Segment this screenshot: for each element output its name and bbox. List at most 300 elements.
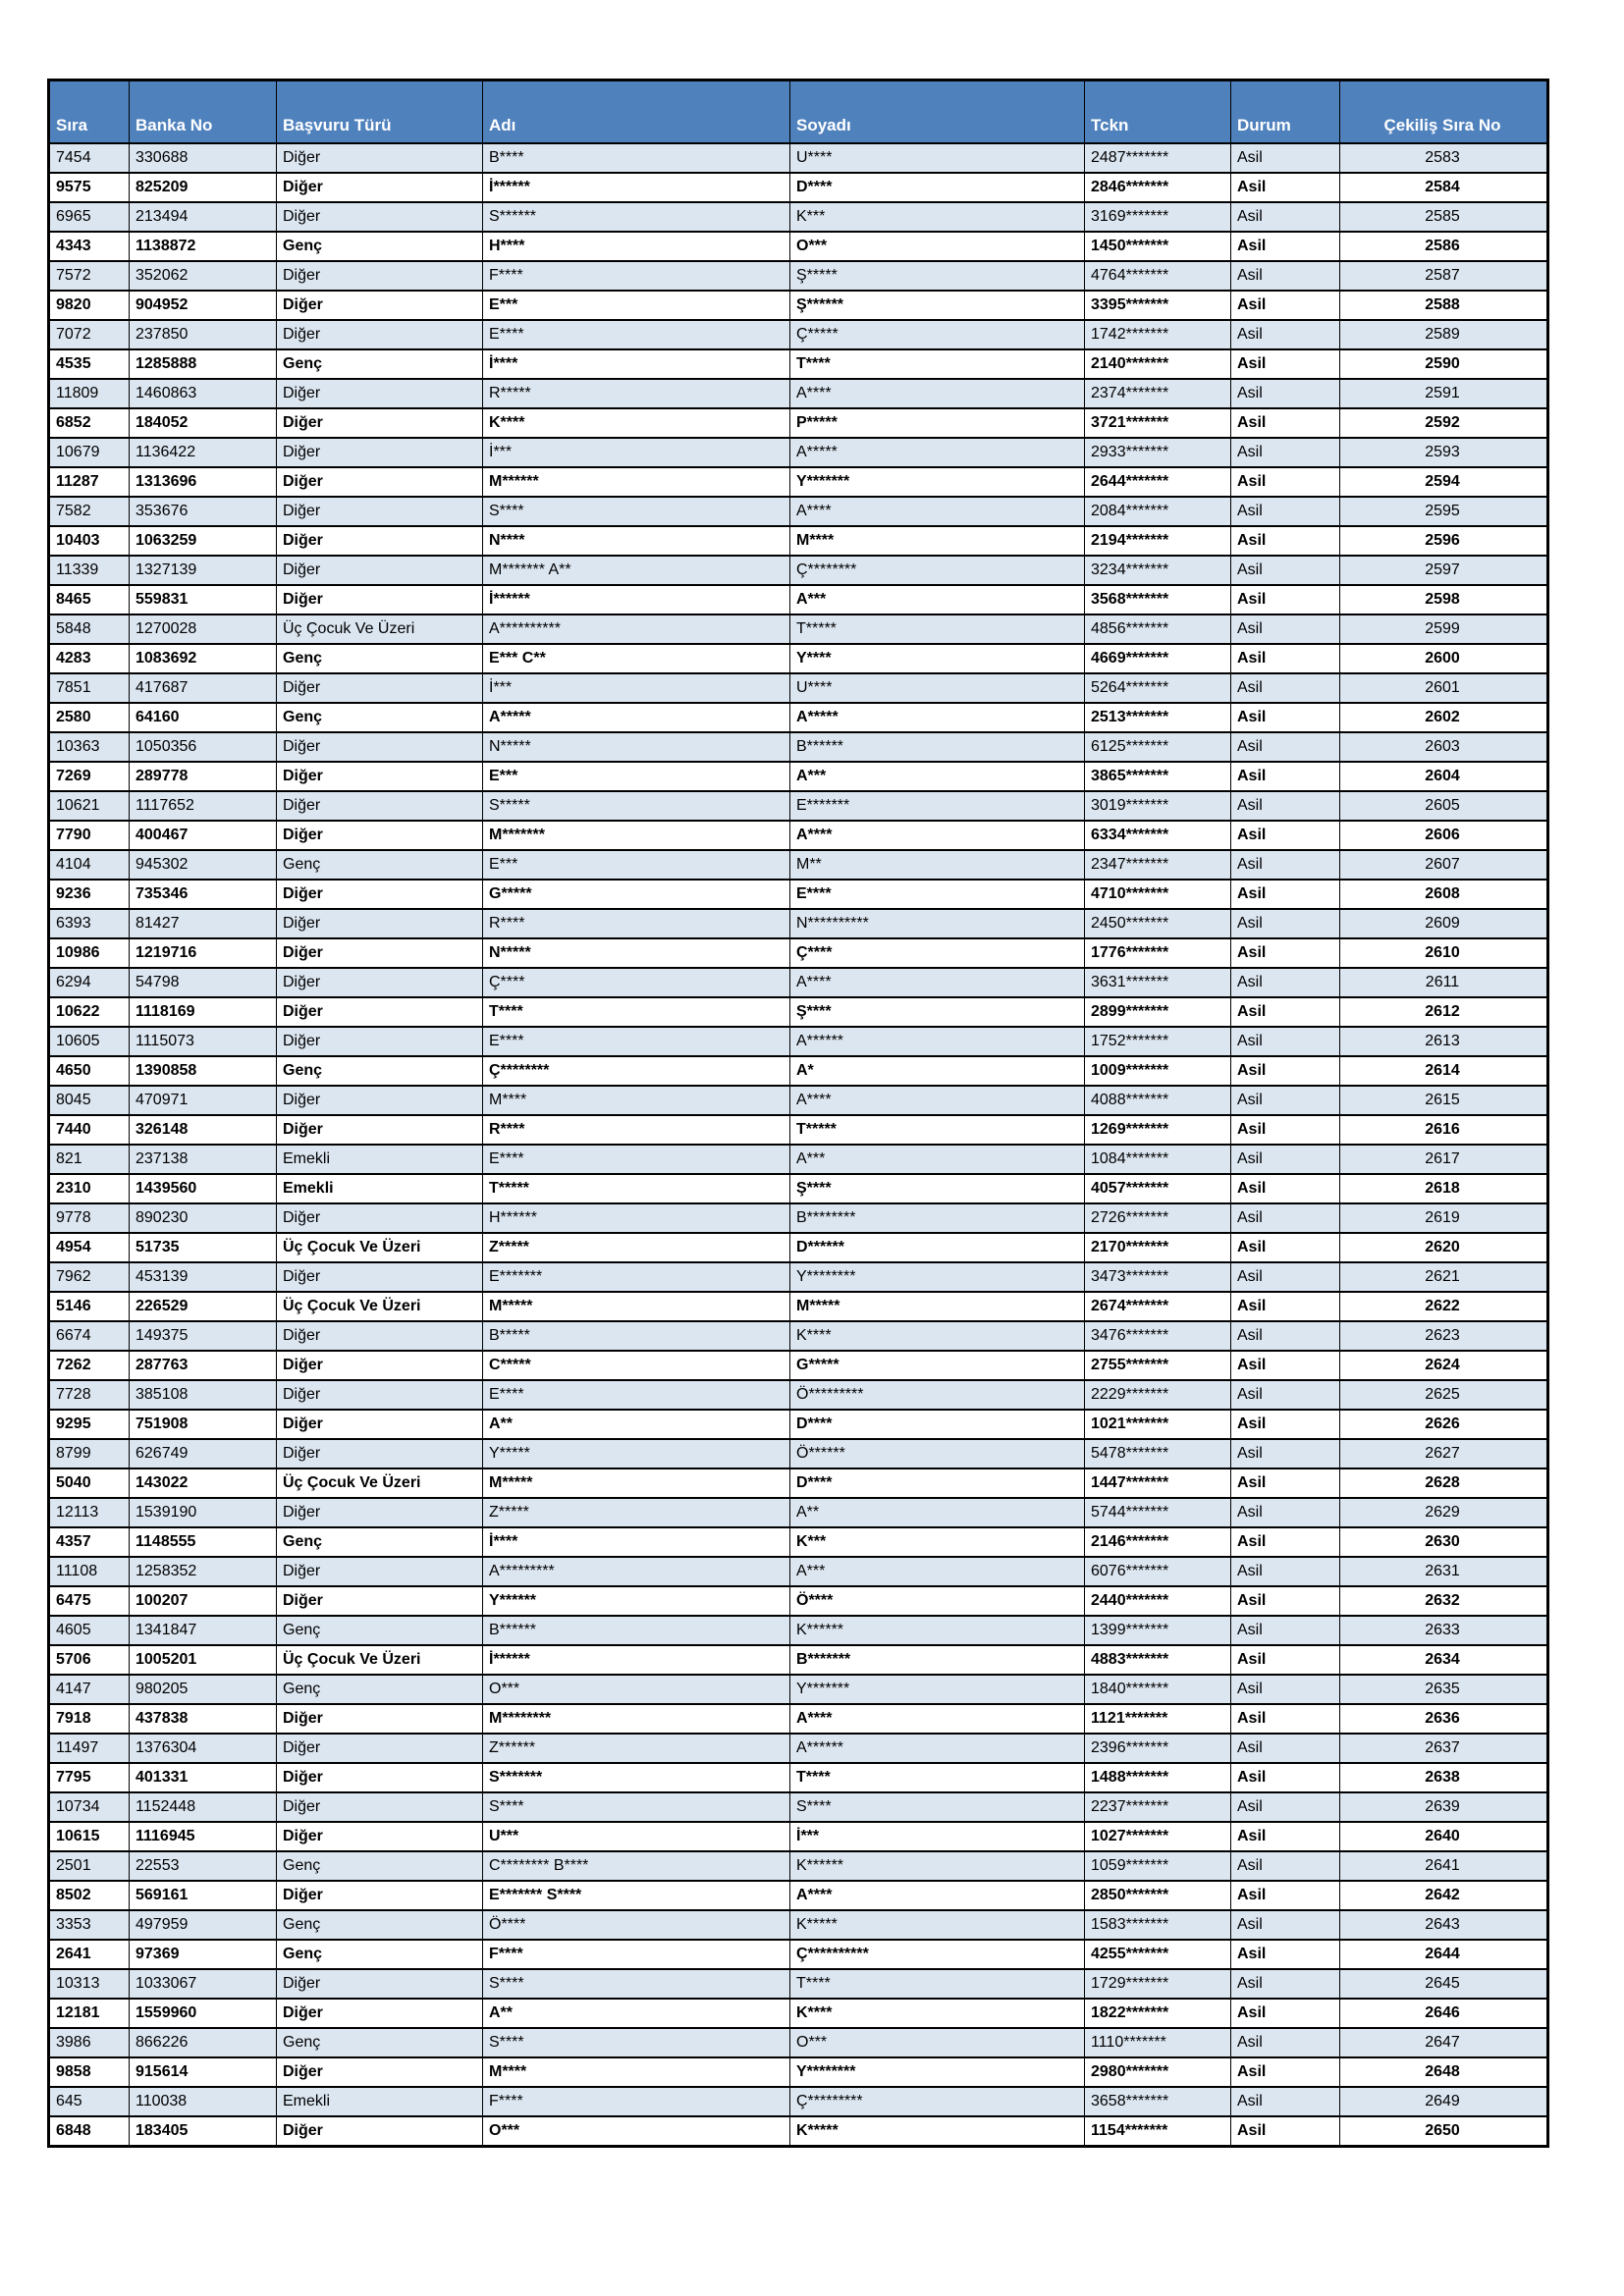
cell-durum: Asil (1231, 526, 1340, 556)
cell-s-ra: 10986 (49, 938, 130, 968)
cell-ad: S**** (483, 497, 790, 526)
cell-soyad: E**** (790, 880, 1085, 909)
cell-ekili-s-ra-no: 2603 (1340, 732, 1548, 762)
cell-banka-no: 143022 (130, 1468, 277, 1498)
column-header-soyad: Soyadı (790, 80, 1085, 144)
cell-s-ra: 821 (49, 1145, 130, 1174)
cell-ekili-s-ra-no: 2630 (1340, 1527, 1548, 1557)
cell-tckn: 6125******* (1085, 732, 1231, 762)
cell-ad: N**** (483, 526, 790, 556)
cell-banka-no: 945302 (130, 850, 277, 880)
cell-s-ra: 9575 (49, 173, 130, 202)
cell-ad: K**** (483, 408, 790, 438)
cell-soyad: M**** (790, 526, 1085, 556)
cell-s-ra: 10403 (49, 526, 130, 556)
cell-banka-no: 1439560 (130, 1174, 277, 1203)
cell-s-ra: 2580 (49, 703, 130, 732)
cell-ba-vuru-t-r: Genç (277, 1851, 483, 1881)
cell-banka-no: 1559960 (130, 1999, 277, 2028)
cell-ba-vuru-t-r: Diğer (277, 762, 483, 791)
cell-ba-vuru-t-r: Diğer (277, 556, 483, 585)
cell-ba-vuru-t-r: Diğer (277, 732, 483, 762)
cell-tckn: 1399******* (1085, 1616, 1231, 1645)
cell-durum: Asil (1231, 644, 1340, 673)
cell-ba-vuru-t-r: Diğer (277, 1704, 483, 1734)
cell-durum: Asil (1231, 2116, 1340, 2147)
cell-durum: Asil (1231, 379, 1340, 408)
table-row (49, 1940, 1548, 1969)
cell-durum: Asil (1231, 997, 1340, 1027)
cell-ba-vuru-t-r: Diğer (277, 497, 483, 526)
cell-ad: A********** (483, 614, 790, 644)
cell-banka-no: 1390858 (130, 1056, 277, 1086)
cell-s-ra: 10615 (49, 1822, 130, 1851)
cell-soyad: A**** (790, 968, 1085, 997)
cell-tckn: 2347******* (1085, 850, 1231, 880)
cell-tckn: 1729******* (1085, 1969, 1231, 1999)
cell-s-ra: 7851 (49, 673, 130, 703)
cell-ba-vuru-t-r: Genç (277, 1940, 483, 1969)
cell-ekili-s-ra-no: 2616 (1340, 1115, 1548, 1145)
cell-banka-no: 1152448 (130, 1792, 277, 1822)
cell-banka-no: 51735 (130, 1233, 277, 1262)
cell-banka-no: 1138872 (130, 232, 277, 261)
table-row (49, 614, 1548, 644)
cell-ba-vuru-t-r: Genç (277, 644, 483, 673)
cell-banka-no: 825209 (130, 173, 277, 202)
cell-ad: E*** (483, 762, 790, 791)
cell-banka-no: 1050356 (130, 732, 277, 762)
cell-ekili-s-ra-no: 2642 (1340, 1881, 1548, 1910)
cell-tckn: 2933******* (1085, 438, 1231, 467)
cell-ba-vuru-t-r: Diğer (277, 291, 483, 320)
cell-ad: G***** (483, 880, 790, 909)
cell-ad: S**** (483, 2028, 790, 2057)
cell-ad: M******* (483, 821, 790, 850)
cell-soyad: T**** (790, 349, 1085, 379)
table-row (49, 585, 1548, 614)
table-row (49, 261, 1548, 291)
cell-banka-no: 385108 (130, 1380, 277, 1410)
cell-s-ra: 7790 (49, 821, 130, 850)
cell-durum: Asil (1231, 1174, 1340, 1203)
cell-ekili-s-ra-no: 2614 (1340, 1056, 1548, 1086)
cell-banka-no: 1219716 (130, 938, 277, 968)
cell-ba-vuru-t-r: Diğer (277, 997, 483, 1027)
cell-soyad: T***** (790, 1115, 1085, 1145)
cell-s-ra: 7918 (49, 1704, 130, 1734)
cell-soyad: T**** (790, 1969, 1085, 1999)
cell-soyad: A**** (790, 821, 1085, 850)
cell-ekili-s-ra-no: 2631 (1340, 1557, 1548, 1586)
cell-durum: Asil (1231, 1704, 1340, 1734)
cell-ekili-s-ra-no: 2604 (1340, 762, 1548, 791)
cell-ad: E*** (483, 291, 790, 320)
cell-banka-no: 22553 (130, 1851, 277, 1881)
cell-tckn: 1154******* (1085, 2116, 1231, 2147)
cell-s-ra: 3353 (49, 1910, 130, 1940)
cell-s-ra: 7572 (49, 261, 130, 291)
cell-durum: Asil (1231, 614, 1340, 644)
cell-tckn: 3395******* (1085, 291, 1231, 320)
cell-tckn: 1742******* (1085, 320, 1231, 349)
cell-ba-vuru-t-r: Diğer (277, 1410, 483, 1439)
cell-ad: F**** (483, 2087, 790, 2116)
cell-banka-no: 183405 (130, 2116, 277, 2147)
cell-banka-no: 400467 (130, 821, 277, 850)
cell-ad: B****** (483, 1616, 790, 1645)
table-row (49, 1763, 1548, 1792)
cell-ad: M***** (483, 1468, 790, 1498)
table-row (49, 1616, 1548, 1645)
cell-tckn: 3658******* (1085, 2087, 1231, 2116)
cell-tckn: 3019******* (1085, 791, 1231, 821)
cell-banka-no: 1118169 (130, 997, 277, 1027)
cell-s-ra: 7582 (49, 497, 130, 526)
cell-ekili-s-ra-no: 2591 (1340, 379, 1548, 408)
cell-ad: O*** (483, 2116, 790, 2147)
cell-soyad: A***** (790, 438, 1085, 467)
cell-s-ra: 4104 (49, 850, 130, 880)
cell-tckn: 2146******* (1085, 1527, 1231, 1557)
cell-soyad: M** (790, 850, 1085, 880)
cell-soyad: Ş****** (790, 291, 1085, 320)
cell-durum: Asil (1231, 438, 1340, 467)
table-header (49, 80, 1548, 144)
cell-soyad: G***** (790, 1351, 1085, 1380)
cell-banka-no: 626749 (130, 1439, 277, 1468)
cell-ad: E******* (483, 1262, 790, 1292)
cell-durum: Asil (1231, 1645, 1340, 1675)
cell-durum: Asil (1231, 1910, 1340, 1940)
cell-ad: H****** (483, 1203, 790, 1233)
cell-ad: İ**** (483, 1527, 790, 1557)
cell-tckn: 1583******* (1085, 1910, 1231, 1940)
table-row (49, 1410, 1548, 1439)
cell-s-ra: 6848 (49, 2116, 130, 2147)
cell-ba-vuru-t-r: Genç (277, 1675, 483, 1704)
cell-ba-vuru-t-r: Diğer (277, 968, 483, 997)
table-row (49, 467, 1548, 497)
cell-soyad: B******* (790, 1645, 1085, 1675)
cell-ad: M****** (483, 467, 790, 497)
cell-banka-no: 453139 (130, 1262, 277, 1292)
cell-ba-vuru-t-r: Genç (277, 1056, 483, 1086)
cell-ba-vuru-t-r: Diğer (277, 1351, 483, 1380)
cell-soyad: A*** (790, 1557, 1085, 1586)
cell-ekili-s-ra-no: 2600 (1340, 644, 1548, 673)
cell-ba-vuru-t-r: Diğer (277, 467, 483, 497)
cell-banka-no: 1117652 (130, 791, 277, 821)
cell-ad: E**** (483, 1027, 790, 1056)
cell-soyad: Y******* (790, 467, 1085, 497)
cell-ba-vuru-t-r: Genç (277, 1616, 483, 1645)
table-row (49, 1881, 1548, 1910)
cell-durum: Asil (1231, 1410, 1340, 1439)
cell-tckn: 5264******* (1085, 673, 1231, 703)
cell-ad: N***** (483, 732, 790, 762)
cell-ad: İ****** (483, 173, 790, 202)
cell-s-ra: 10363 (49, 732, 130, 762)
table-row (49, 202, 1548, 232)
table-row (49, 821, 1548, 850)
cell-tckn: 1269******* (1085, 1115, 1231, 1145)
cell-soyad: Ş**** (790, 997, 1085, 1027)
cell-tckn: 1121******* (1085, 1704, 1231, 1734)
cell-durum: Asil (1231, 143, 1340, 173)
header-row (49, 80, 1548, 144)
cell-s-ra: 10734 (49, 1792, 130, 1822)
cell-banka-no: 1116945 (130, 1822, 277, 1851)
cell-soyad: S**** (790, 1792, 1085, 1822)
cell-s-ra: 9236 (49, 880, 130, 909)
cell-soyad: A*** (790, 585, 1085, 614)
cell-ekili-s-ra-no: 2612 (1340, 997, 1548, 1027)
cell-tckn: 1110******* (1085, 2028, 1231, 2057)
cell-ba-vuru-t-r: Diğer (277, 938, 483, 968)
cell-durum: Asil (1231, 320, 1340, 349)
cell-s-ra: 6965 (49, 202, 130, 232)
cell-soyad: A* (790, 1056, 1085, 1086)
cell-banka-no: 81427 (130, 909, 277, 938)
cell-durum: Asil (1231, 349, 1340, 379)
cell-ekili-s-ra-no: 2598 (1340, 585, 1548, 614)
cell-ekili-s-ra-no: 2645 (1340, 1969, 1548, 1999)
cell-ekili-s-ra-no: 2617 (1340, 1145, 1548, 1174)
table-row (49, 1174, 1548, 1203)
cell-banka-no: 401331 (130, 1763, 277, 1792)
cell-soyad: U**** (790, 673, 1085, 703)
cell-ekili-s-ra-no: 2594 (1340, 467, 1548, 497)
cell-ba-vuru-t-r: Emekli (277, 1174, 483, 1203)
table-row (49, 1822, 1548, 1851)
cell-banka-no: 1341847 (130, 1616, 277, 1645)
cell-ad: S**** (483, 1969, 790, 1999)
table-row (49, 673, 1548, 703)
cell-durum: Asil (1231, 1822, 1340, 1851)
cell-ba-vuru-t-r: Diğer (277, 143, 483, 173)
cell-ba-vuru-t-r: Diğer (277, 261, 483, 291)
cell-s-ra: 2310 (49, 1174, 130, 1203)
cell-s-ra: 10621 (49, 791, 130, 821)
cell-soyad: A**** (790, 497, 1085, 526)
cell-s-ra: 9295 (49, 1410, 130, 1439)
cell-soyad: T**** (790, 1763, 1085, 1792)
cell-tckn: 6334******* (1085, 821, 1231, 850)
cell-ad: Z****** (483, 1734, 790, 1763)
cell-ekili-s-ra-no: 2590 (1340, 349, 1548, 379)
table-row (49, 1498, 1548, 1527)
cell-soyad: A**** (790, 379, 1085, 408)
table-row (49, 556, 1548, 585)
cell-soyad: Ö**** (790, 1586, 1085, 1616)
cell-ba-vuru-t-r: Üç Çocuk Ve Üzeri (277, 1233, 483, 1262)
column-header-ba-vuru-t-r: Başvuru Türü (277, 80, 483, 144)
table-row (49, 379, 1548, 408)
cell-ekili-s-ra-no: 2601 (1340, 673, 1548, 703)
cell-s-ra: 11809 (49, 379, 130, 408)
cell-ad: Y***** (483, 1439, 790, 1468)
cell-tckn: 4669******* (1085, 644, 1231, 673)
cell-ad: R***** (483, 379, 790, 408)
cell-soyad: A** (790, 1498, 1085, 1527)
cell-durum: Asil (1231, 850, 1340, 880)
cell-tckn: 2229******* (1085, 1380, 1231, 1410)
cell-tckn: 4764******* (1085, 261, 1231, 291)
cell-ad: C***** (483, 1351, 790, 1380)
cell-ekili-s-ra-no: 2618 (1340, 1174, 1548, 1203)
table-row (49, 1292, 1548, 1321)
cell-soyad: Ç**** (790, 938, 1085, 968)
cell-durum: Asil (1231, 2057, 1340, 2087)
cell-ba-vuru-t-r: Diğer (277, 1557, 483, 1586)
table-row (49, 1468, 1548, 1498)
cell-ad: E*** (483, 850, 790, 880)
table-row (49, 1910, 1548, 1940)
cell-ad: İ****** (483, 1645, 790, 1675)
table-row (49, 1999, 1548, 2028)
cell-soyad: U**** (790, 143, 1085, 173)
cell-banka-no: 100207 (130, 1586, 277, 1616)
cell-ba-vuru-t-r: Diğer (277, 1763, 483, 1792)
column-header-durum: Durum (1231, 80, 1340, 144)
cell-ekili-s-ra-no: 2607 (1340, 850, 1548, 880)
table-row (49, 1704, 1548, 1734)
cell-banka-no: 470971 (130, 1086, 277, 1115)
cell-durum: Asil (1231, 585, 1340, 614)
cell-soyad: K***** (790, 2116, 1085, 2147)
cell-s-ra: 7454 (49, 143, 130, 173)
cell-ad: F**** (483, 1940, 790, 1969)
cell-ekili-s-ra-no: 2593 (1340, 438, 1548, 467)
cell-tckn: 3631******* (1085, 968, 1231, 997)
cell-ad: B**** (483, 143, 790, 173)
cell-ba-vuru-t-r: Genç (277, 2028, 483, 2057)
cell-s-ra: 4343 (49, 232, 130, 261)
cell-ad: İ*** (483, 438, 790, 467)
cell-ekili-s-ra-no: 2615 (1340, 1086, 1548, 1115)
cell-banka-no: 1258352 (130, 1557, 277, 1586)
cell-durum: Asil (1231, 291, 1340, 320)
cell-durum: Asil (1231, 1056, 1340, 1086)
cell-ekili-s-ra-no: 2628 (1340, 1468, 1548, 1498)
cell-s-ra: 11339 (49, 556, 130, 585)
cell-soyad: K**** (790, 1321, 1085, 1351)
column-header-tckn: Tckn (1085, 80, 1231, 144)
table-row (49, 1557, 1548, 1586)
cell-ekili-s-ra-no: 2613 (1340, 1027, 1548, 1056)
cell-tckn: 2440******* (1085, 1586, 1231, 1616)
cell-ekili-s-ra-no: 2627 (1340, 1439, 1548, 1468)
cell-ba-vuru-t-r: Diğer (277, 1380, 483, 1410)
cell-durum: Asil (1231, 821, 1340, 850)
cell-ad: A***** (483, 703, 790, 732)
cell-s-ra: 5848 (49, 614, 130, 644)
cell-ad: U*** (483, 1822, 790, 1851)
cell-tckn: 1488******* (1085, 1763, 1231, 1792)
cell-soyad: İ*** (790, 1822, 1085, 1851)
cell-ekili-s-ra-no: 2633 (1340, 1616, 1548, 1645)
cell-s-ra: 6393 (49, 909, 130, 938)
table-row (49, 526, 1548, 556)
cell-ekili-s-ra-no: 2588 (1340, 291, 1548, 320)
table-row (49, 291, 1548, 320)
cell-tckn: 3568******* (1085, 585, 1231, 614)
cell-s-ra: 7728 (49, 1380, 130, 1410)
table-row (49, 2087, 1548, 2116)
cell-s-ra: 5040 (49, 1468, 130, 1498)
cell-ekili-s-ra-no: 2583 (1340, 143, 1548, 173)
cell-soyad: A*** (790, 1145, 1085, 1174)
cell-banka-no: 226529 (130, 1292, 277, 1321)
cell-durum: Asil (1231, 2087, 1340, 2116)
cell-ekili-s-ra-no: 2620 (1340, 1233, 1548, 1262)
cell-soyad: K****** (790, 1851, 1085, 1881)
cell-soyad: A****** (790, 1027, 1085, 1056)
cell-banka-no: 569161 (130, 1881, 277, 1910)
cell-banka-no: 1115073 (130, 1027, 277, 1056)
table-row (49, 2116, 1548, 2147)
cell-soyad: D**** (790, 1410, 1085, 1439)
cell-ba-vuru-t-r: Üç Çocuk Ve Üzeri (277, 1468, 483, 1498)
cell-ekili-s-ra-no: 2639 (1340, 1792, 1548, 1822)
cell-durum: Asil (1231, 1115, 1340, 1145)
cell-ba-vuru-t-r: Diğer (277, 1498, 483, 1527)
cell-durum: Asil (1231, 173, 1340, 202)
cell-ba-vuru-t-r: Diğer (277, 1792, 483, 1822)
cell-ad: S******* (483, 1763, 790, 1792)
cell-tckn: 2674******* (1085, 1292, 1231, 1321)
table-body (49, 143, 1548, 2147)
cell-banka-no: 1270028 (130, 614, 277, 644)
cell-tckn: 1021******* (1085, 1410, 1231, 1439)
cell-ekili-s-ra-no: 2584 (1340, 173, 1548, 202)
cell-soyad: T***** (790, 614, 1085, 644)
cell-durum: Asil (1231, 1027, 1340, 1056)
cell-durum: Asil (1231, 1969, 1340, 1999)
cell-soyad: B******** (790, 1203, 1085, 1233)
column-header-banka-no: Banka No (130, 80, 277, 144)
cell-s-ra: 7262 (49, 1351, 130, 1380)
cell-banka-no: 213494 (130, 202, 277, 232)
cell-tckn: 2899******* (1085, 997, 1231, 1027)
cell-s-ra: 10605 (49, 1027, 130, 1056)
cell-durum: Asil (1231, 1468, 1340, 1498)
cell-s-ra: 8045 (49, 1086, 130, 1115)
cell-s-ra: 9778 (49, 1203, 130, 1233)
cell-ad: Ç******** (483, 1056, 790, 1086)
table-row (49, 320, 1548, 349)
cell-tckn: 2374******* (1085, 379, 1231, 408)
cell-ba-vuru-t-r: Diğer (277, 909, 483, 938)
cell-ekili-s-ra-no: 2643 (1340, 1910, 1548, 1940)
cell-tckn: 3169******* (1085, 202, 1231, 232)
cell-soyad: O*** (790, 2028, 1085, 2057)
cell-ad: H**** (483, 232, 790, 261)
cell-durum: Asil (1231, 1527, 1340, 1557)
table-row (49, 880, 1548, 909)
cell-tckn: 5744******* (1085, 1498, 1231, 1527)
cell-tckn: 4883******* (1085, 1645, 1231, 1675)
table-row (49, 408, 1548, 438)
table-row (49, 791, 1548, 821)
cell-durum: Asil (1231, 1439, 1340, 1468)
cell-s-ra: 4605 (49, 1616, 130, 1645)
cell-durum: Asil (1231, 1881, 1340, 1910)
cell-durum: Asil (1231, 673, 1340, 703)
cell-tckn: 2396******* (1085, 1734, 1231, 1763)
cell-ekili-s-ra-no: 2623 (1340, 1321, 1548, 1351)
